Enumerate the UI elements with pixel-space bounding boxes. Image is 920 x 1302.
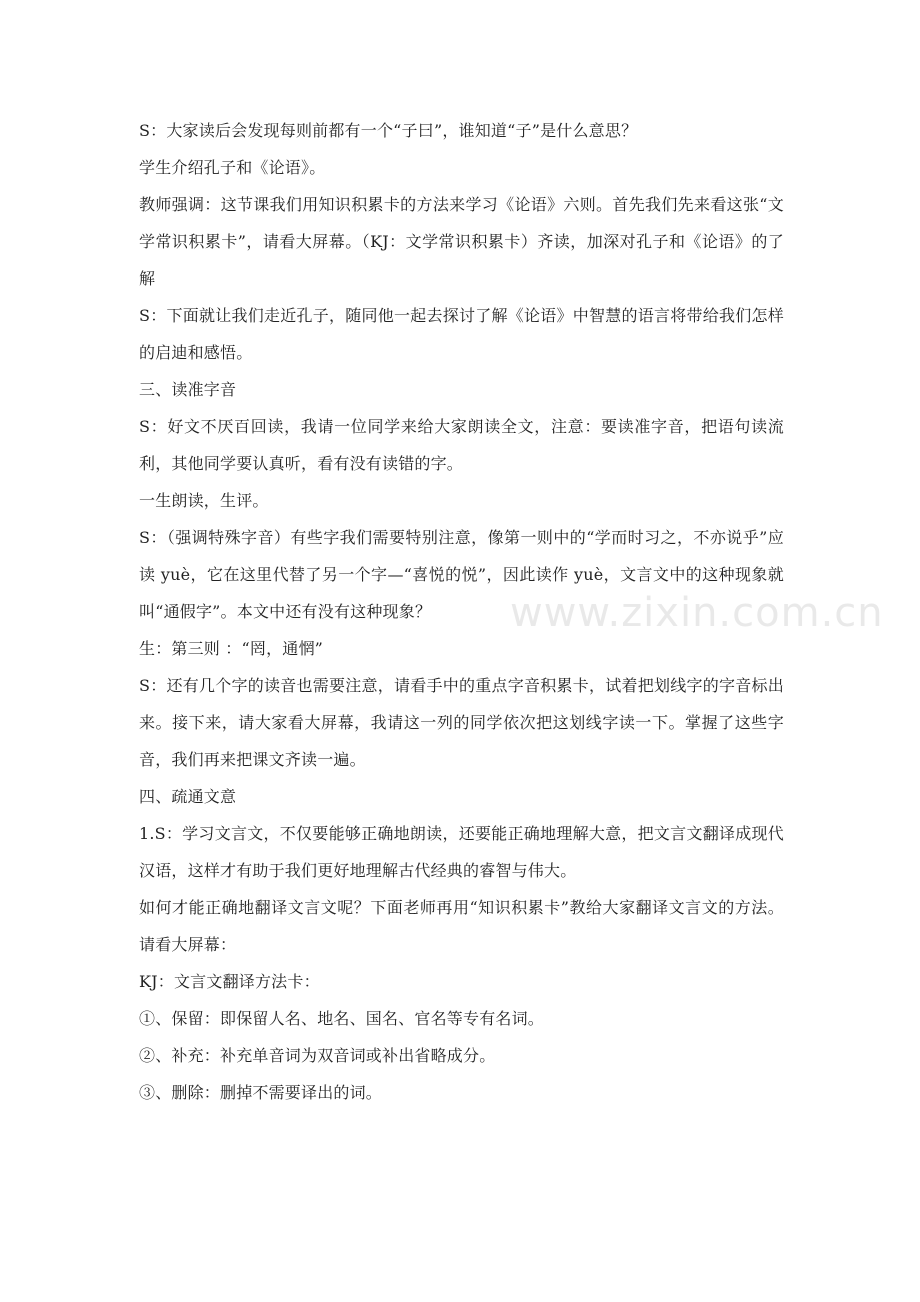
paragraph-9: 生：第三则 ：“罔，通惘” (139, 639, 324, 658)
paragraph-6: S：好文不厌百回读，我请一位同学来给大家朗读全文，注意：要读准字音，把语句读流利，其他同学要认真听，看有没有读错的字。 (139, 417, 784, 473)
paragraph-2: 学生介绍孔子和《论语》。 (139, 158, 326, 177)
section-heading-4: 四、疏通文意 (139, 787, 237, 806)
section-heading-3: 三、读准字音 (139, 380, 237, 399)
paragraph-13: 如何才能正确地翻译文言文呢？下面老师再用“知识积累卡”教给大家翻译文言文的方法。请看大屏幕： (139, 898, 784, 954)
paragraph-1: S：大家读后会发现每则前都有一个“子曰”，谁知道“子”是什么意思？ (139, 121, 638, 140)
paragraph-4: S：下面就让我们走近孔子，随同他一起去探讨了解《论语》中智慧的语言将带给我们怎样的启迪和感悟。 (139, 306, 784, 362)
paragraph-14: KJ：文言文翻译方法卡： (139, 972, 320, 991)
method-item-3: ③、删除：删掉不需要译出的词。 (139, 1083, 383, 1102)
method-item-2: ②、补充：补充单音词为双音词或补出省略成分。 (139, 1046, 496, 1065)
paragraph-7: 一生朗读，生评。 (139, 491, 269, 510)
paragraph-12: 1.S：学习文言文，不仅要能够正确地朗读，还要能正确地理解大意，把文言文翻译成现代汉语，这样才有助于我们更好地理解古代经典的睿智与伟大。 (139, 824, 784, 880)
paragraph-10: S：还有几个字的读音也需要注意，请看手中的重点字音积累卡，试着把划线字的字音标出来。接下来，请大家看大屏幕，我请这一列的同学依次把这划线字读一下。掌握了这些字音，我们再来把课文齐读一遍。 (139, 676, 784, 769)
paragraph-8: S：（强调特殊字音）有些字我们需要特别注意，像第一则中的“学而时习之，不亦说乎”应读 yuè，它在这里代替了另一个字—“喜悦的悦”，因此读作 yuè，文言文中的这种现象就叫“通假字”。本文中还有没有这种现象？ (139, 528, 784, 621)
watermark: www.zixin.com.cn (510, 590, 884, 636)
method-item-1: ①、保留：即保留人名、地名、国名、官名等专有名词。 (139, 1009, 545, 1028)
paragraph-3: 教师强调：这节课我们用知识积累卡的方法来学习《论语》六则。首先我们先来看这张“文学常识积累卡”，请看大屏幕。（KJ：文学常识积累卡）齐读，加深对孔子和《论语》的了解 (139, 195, 784, 288)
document-body (139, 112, 784, 1111)
